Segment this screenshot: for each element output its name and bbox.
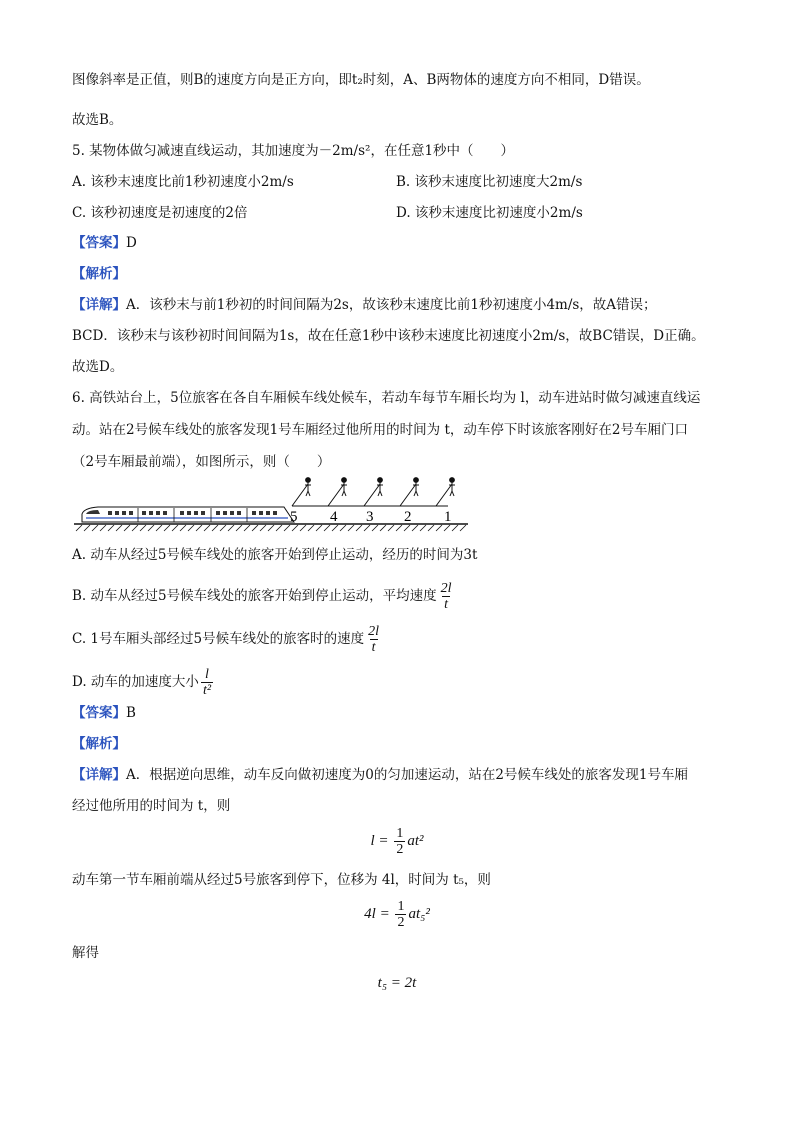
equation-2: 4l = $\frac{1}{2}$ at₅² xyxy=(364,899,430,930)
fraction: $\frac{l}{\text{t²}}$ xyxy=(202,667,212,698)
detail-text: A．该秒末与前1秒初的时间间隔为2s，故该秒末速度比前1秒初速度小4m/s，故A错误； xyxy=(126,297,657,313)
q5-option-b: B. 该秒末速度比初速度大2m/s xyxy=(396,174,583,190)
train-icon xyxy=(82,507,294,522)
platform-label-3: 3 xyxy=(366,509,374,525)
q6-stem-1: 6. 高铁站台上，5位旅客在各自车厢候车线处候车，若动车每节车厢长均为 l，动车进站时做匀减速直线运 xyxy=(72,390,701,406)
q6-option-c: C. 1号车厢头部经过5号候车线处的旅客时的速度 $\frac{2l}{t}$ xyxy=(72,624,379,655)
q6-answer: 【答案】B xyxy=(72,705,136,721)
q6-stem-3: （2号车厢最前端），如图所示，则（ ） xyxy=(72,454,331,470)
equation-1: l = $\frac{1}{2}$ at² xyxy=(370,826,424,857)
answer-value: D xyxy=(126,235,137,251)
q6-detail-1: 【详解】A．根据逆向思维，动车反向做初速度为0的匀加速运动，站在2号候车线处的旅客发现1号车厢 xyxy=(72,767,689,783)
question-5-stem: 5. 某物体做匀减速直线运动，其加速度为－2m/s²，在任意1秒中（ ） xyxy=(72,143,515,159)
q6-option-d: D. 动车的加速度大小 $\frac{l}{\text{t²}}$ xyxy=(72,667,212,698)
q6-option-b: B. 动车从经过5号候车线处的旅客开始到停止运动，平均速度 $\frac{2l}{t}$ xyxy=(72,581,452,612)
answer-tag: 【答案】 xyxy=(72,235,126,251)
q5-analysis xyxy=(72,264,126,284)
train-platform-figure xyxy=(72,474,472,534)
text-line: 故选B。 xyxy=(72,112,123,128)
platform-label-4: 4 xyxy=(330,509,338,525)
q5-option-a: A. 该秒末速度比前1秒初速度小2m/s xyxy=(72,174,294,190)
q6-solve: 解得 xyxy=(72,945,99,961)
q5-answer xyxy=(72,233,137,253)
q5-detail-1 xyxy=(72,295,657,315)
q6-option-a: A. 动车从经过5号候车线处的旅客开始到停止运动，经历的时间为3t xyxy=(72,547,478,563)
platform-label-2: 2 xyxy=(404,509,412,525)
text-line: 图像斜率是正值，则B的速度方向是正方向，即t₂时刻，A、B两物体的速度方向不相同，D错误。 xyxy=(72,72,650,88)
q6-stem-2: 动。站在2号候车线处的旅客发现1号车厢经过他所用的时间为 t，动车停下时该旅客刚好在2号车厢门口 xyxy=(72,422,688,438)
fraction: $\frac{2l}{t}$ xyxy=(368,624,379,655)
q5-option-d: D. 该秒末速度比初速度小2m/s xyxy=(396,205,583,221)
platform-label-5: 5 xyxy=(290,509,298,525)
platform-label-1: 1 xyxy=(444,509,452,525)
q6-detail-2: 经过他所用的时间为 t，则 xyxy=(72,798,231,814)
equation-3: t₅ = 2t xyxy=(377,975,417,991)
passenger-icon xyxy=(305,478,455,496)
q6-analysis: 【解析】 xyxy=(72,736,126,752)
q5-option-c: C. 该秒初速度是初速度的2倍 xyxy=(72,205,248,221)
detail-tag: 【详解】 xyxy=(72,297,126,313)
q5-choose: 故选D。 xyxy=(72,359,124,375)
fraction: $\frac{2l}{t}$ xyxy=(440,581,452,612)
q5-detail-2: BCD．该秒末与该秒初时间间隔为1s，故在任意1秒中该秒末速度比初速度小2m/s，故BC错误，D正确。 xyxy=(72,328,705,344)
q6-detail-3: 动车第一节车厢前端从经过5号旅客到停下，位移为 4l，时间为 t₅，则 xyxy=(72,872,491,888)
analysis-tag: 【解析】 xyxy=(72,266,126,282)
